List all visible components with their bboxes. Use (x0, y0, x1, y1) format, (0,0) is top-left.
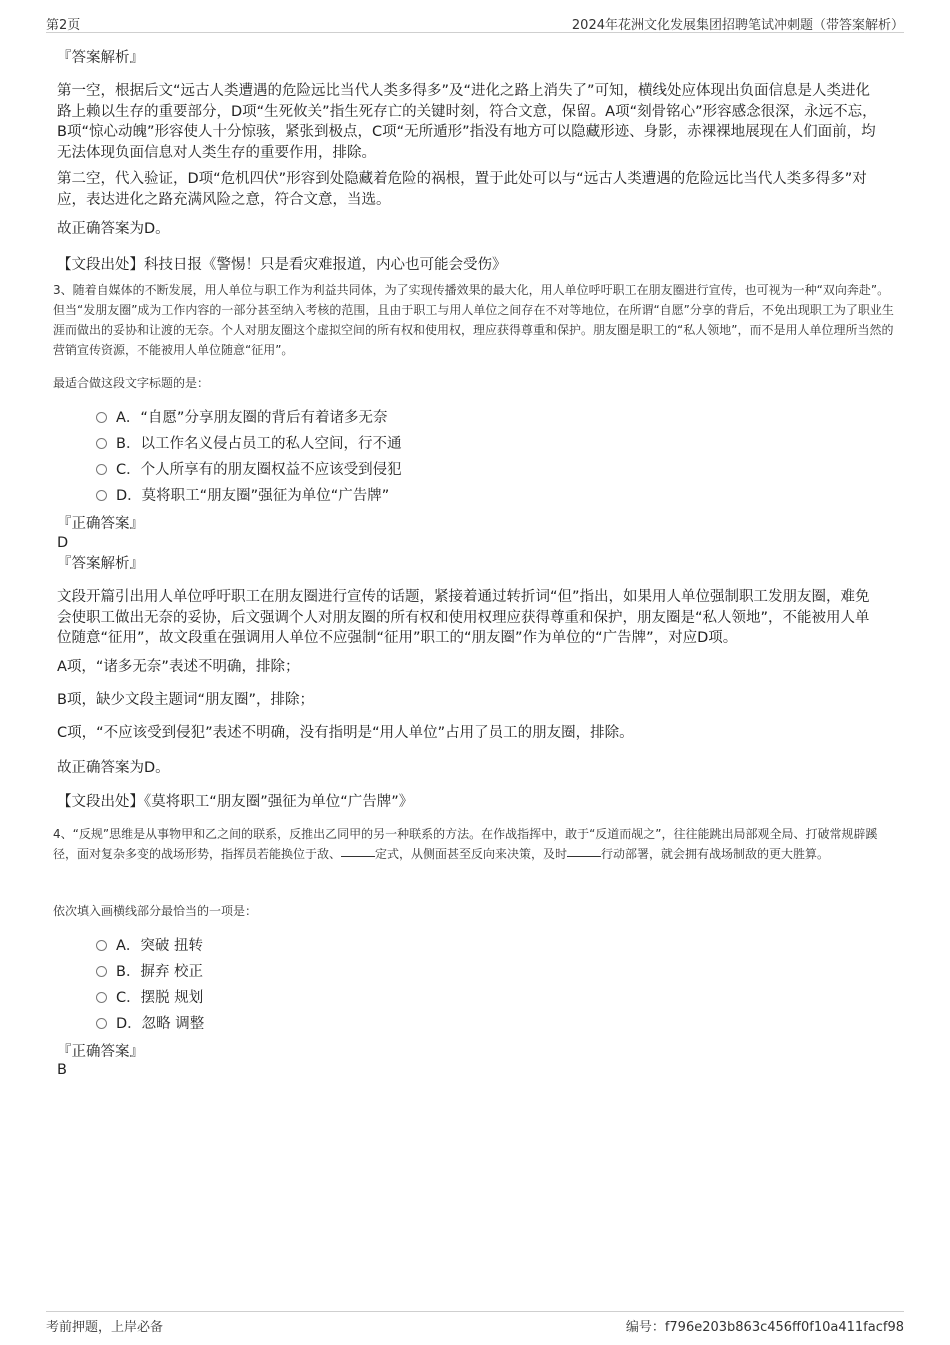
q4-stem (53, 824, 898, 864)
q3-option-d[interactable] (96, 486, 389, 506)
document-serial: 编号：f796e203b863c456ff0f10a411facf98 (625, 1320, 904, 1335)
page-header (46, 10, 904, 33)
q2-source: 【文段出处】科技日报《警惕！只是看灾难报道，内心也可能会受伤》 (57, 257, 507, 273)
page-number: 第2页 (46, 18, 81, 33)
q3-source: 【文段出处】《莫将职工“朋友圈”强征为单位“广告牌”》 (57, 794, 414, 810)
q3-analysis-label: 『答案解析』 (57, 556, 144, 572)
q4-option-c[interactable] (96, 988, 203, 1008)
radio-icon[interactable] (96, 464, 107, 475)
option-label: B．摒弃 校正 (116, 964, 204, 980)
radio-icon[interactable] (96, 412, 107, 423)
q4-answer-label: 『正确答案』 (57, 1044, 144, 1060)
q4-stem-part2: 定式，从侧面甚至反向来决策，及时 (375, 847, 568, 861)
fill-blank-1 (341, 855, 375, 857)
radio-icon[interactable] (96, 966, 107, 977)
q4-option-a[interactable] (96, 936, 203, 956)
q3-option-c[interactable] (96, 460, 402, 480)
q4-option-d[interactable] (96, 1014, 204, 1034)
q2-analysis-para1: 第一空，根据后文“远古人类遭遇的危险远比当代人类多得多”及“进化之路上消失了”可知，横线处应体现出负面信息是人类进化路上赖以生存的重要部分，D项“生死攸关”指生死存亡的关键时刻，符合文意，保留。A项“刻骨铭心”形容感念很深，永远不忘，B项“惊心动魄”形容使人十分惊骇，紧张到极点，C项“无所遁形”指没有地方可以隐藏形迹、身影，赤裸裸地展现在人们面前，均无法体现负面信息对人类生存的重要作用，排除。 (57, 83, 877, 161)
radio-icon[interactable] (96, 1018, 107, 1029)
q3-note-b: B项，缺少文段主题词“朋友圈”，排除； (57, 692, 314, 708)
option-label: B．以工作名义侵占员工的私人空间，行不通 (116, 436, 402, 452)
radio-icon[interactable] (96, 438, 107, 449)
option-label: D．莫将职工“朋友圈”强征为单位“广告牌” (116, 488, 390, 504)
q3-analysis: 文段开篇引出用人单位呼吁职工在朋友圈进行宣传的话题，紧接着通过转折词“但”指出，如果用人单位强制职工发朋友圈，难免会使职工做出无奈的妥协，后文强调个人对朋友圈的所有权和使用权理应获得尊重和保护，朋友圈是“私人领地”，不能被用人单位随意“征用”，故文段重在强调用人单位不应强制“征用”职工的“朋友圈”作为单位的“广告牌”，对应D项。 (57, 589, 870, 646)
q2-conclusion: 故正确答案为D。 (57, 221, 170, 237)
q2-analysis-para2: 第二空，代入验证，D项“危机四伏”形容到处隐藏着危险的祸根，置于此处可以与“远古人类遭遇的危险远比当代人类多得多”对应，表达进化之路充满风险之意，符合文意，当选。 (57, 171, 867, 208)
q3-note-c: C项，“不应该受到侵犯”表述不明确，没有指明是“用人单位”占用了员工的朋友圈，排除。 (57, 725, 634, 741)
q3-answer-label: 『正确答案』 (57, 516, 144, 532)
page-footer (46, 1311, 904, 1336)
option-label: C．摆脱 规划 (116, 990, 204, 1006)
fill-blank-2 (567, 855, 601, 857)
q4-option-b[interactable] (96, 962, 203, 982)
footer-slogan: 考前押题，上岸必备 (46, 1320, 164, 1335)
q3-answer: D (57, 535, 69, 551)
q3-stem: 3、随着自媒体的不断发展，用人单位与职工作为利益共同体，为了实现传播效果的最大化，用人单位呼吁职工在朋友圈进行宣传，也可视为一种“双向奔赴”。但当“发朋友圈”成为工作内容的一部分甚至纳入考核的范围，且由于职工与用人单位之间存在不对等地位，在所谓“自愿”分享的背后，不免出现职工为了职业生涯而做出的妥协和让渡的无奈。个人对朋友圈这个虚拟空间的所有权和使用权，理应获得尊重和保护。朋友圈是职工的“私人领地”，而不是用人单位理所当然的营销宣传资源，不能被用人单位随意“征用”。 (53, 283, 894, 357)
q3-conclusion: 故正确答案为D。 (57, 760, 170, 776)
q4-prompt: 依次填入画横线部分最恰当的一项是： (53, 904, 258, 918)
q3-option-b[interactable] (96, 434, 401, 454)
radio-icon[interactable] (96, 940, 107, 951)
q3-prompt: 最适合做这段文字标题的是： (53, 376, 210, 390)
q2-analysis-label: 『答案解析』 (57, 50, 144, 66)
q3-note-a: A项，“诸多无奈”表述不明确，排除； (57, 659, 300, 675)
option-label: A．“自愿”分享朋友圈的背后有着诸多无奈 (116, 410, 388, 426)
option-label: A．突破 扭转 (116, 938, 204, 954)
option-label: D．忽略 调整 (116, 1016, 205, 1032)
q4-stem-part3: 行动部署，就会拥有战场制敌的更大胜算。 (601, 847, 830, 861)
option-label: C．个人所享有的朋友圈权益不应该受到侵犯 (116, 462, 402, 478)
document-title: 2024年花洲文化发展集团招聘笔试冲刺题（带答案解析） (571, 18, 904, 33)
radio-icon[interactable] (96, 992, 107, 1003)
q4-answer: B (57, 1062, 67, 1078)
q4-stem-part1: 4、“反规”思维是从事物甲和乙之间的联系，反推出乙同甲的另一种联系的方法。在作战指挥中，敢于“反道而觇之”，往往能跳出局部观全局、打破常规辟蹊径，面对复杂多变的战场形势，指挥员若能换位于敌、 (53, 827, 878, 861)
q3-option-a[interactable] (96, 408, 387, 428)
radio-icon[interactable] (96, 490, 107, 501)
